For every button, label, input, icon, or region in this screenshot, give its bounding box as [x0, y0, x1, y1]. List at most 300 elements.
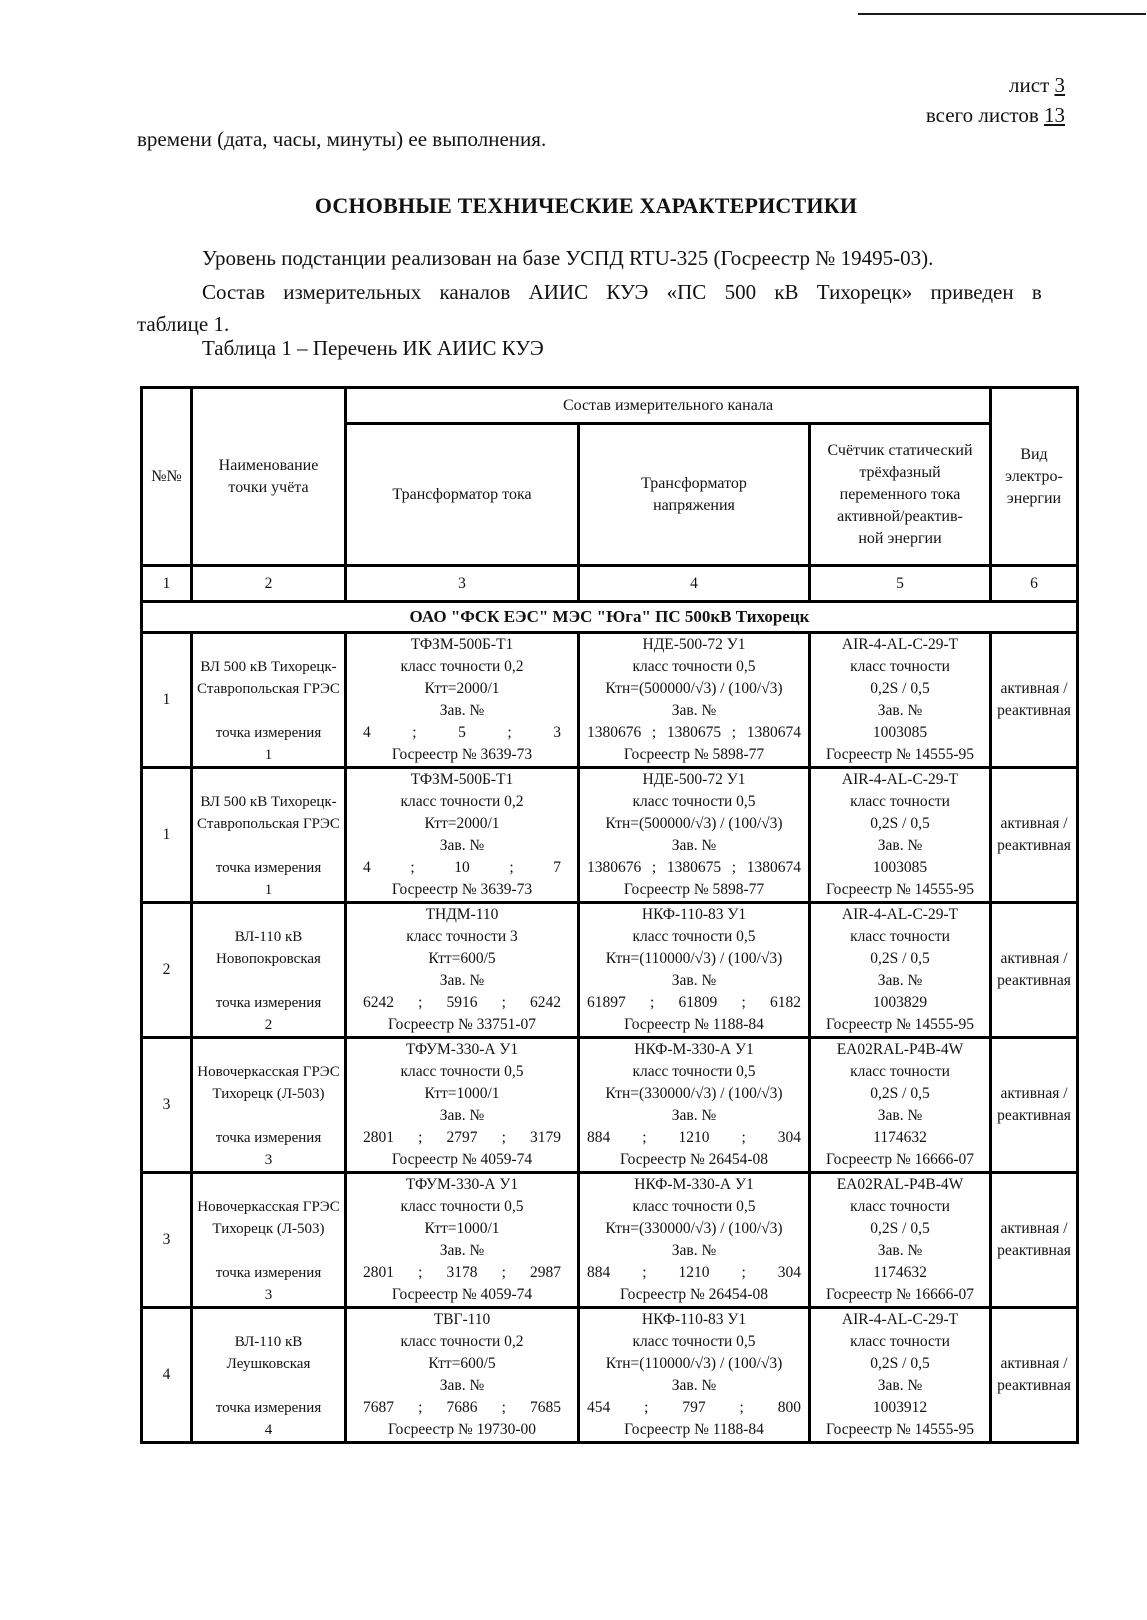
ct-accuracy: класс точности 0,5 [400, 1063, 524, 1080]
header-no: №№ [142, 388, 192, 566]
meter-accuracy-value: 0,2S / 0,5 [870, 815, 930, 832]
point-name-line2: Новопокровская [216, 951, 321, 967]
column-number: 6 [991, 566, 1078, 602]
ct-ratio: Ктт=1000/1 [424, 1220, 500, 1237]
meter-cell [810, 633, 991, 768]
meter-gosreestr: Госреестр № 14555-95 [825, 746, 975, 763]
measuring-point-cell [192, 1038, 346, 1173]
ct-ratio: Ктт=600/5 [428, 1355, 496, 1372]
meter-serial: 1174632 [873, 1129, 927, 1146]
row-number: 3 [142, 1173, 192, 1308]
point-label: точка измерения [215, 995, 322, 1011]
vt-serial-token: 1380674 [746, 724, 801, 741]
point-name-line2: Тихорецк (Л-503) [212, 1221, 325, 1237]
point-label: точка измерения [215, 860, 322, 876]
vt-ratio: Ктн=(500000/√3) / (100/√3) [605, 680, 783, 697]
vt-type: НКФ-М-330-А У1 [634, 1041, 754, 1058]
ct-type: ТФУМ-330-А У1 [405, 1041, 519, 1058]
vt-serial-token: 884 [587, 1129, 611, 1146]
table-row [142, 1308, 1078, 1443]
vt-type: НКФ-110-83 У1 [641, 1311, 747, 1328]
ct-serial-token: 6242 [530, 994, 561, 1011]
ct-serial-label: Зав. № [439, 837, 485, 854]
meter-cell [810, 768, 991, 903]
meter-gosreestr: Госреестр № 14555-95 [825, 881, 975, 898]
point-number: 4 [264, 1422, 273, 1438]
column-numbers-row [142, 566, 1078, 602]
header-voltage-transformer [579, 424, 810, 566]
column-number: 4 [579, 566, 810, 602]
spacer [193, 769, 344, 791]
measuring-point-cell [192, 768, 346, 903]
separator: ; [410, 859, 415, 876]
meter-cell [810, 1038, 991, 1173]
separator: ; [501, 1399, 506, 1416]
ct-serial-token: 2987 [530, 1264, 561, 1281]
vt-serials [580, 722, 808, 744]
vt-serial-token: 884 [587, 1264, 611, 1281]
vt-serial-label: Зав. № [671, 1242, 717, 1259]
meter-accuracy-label: класс точности [850, 1333, 950, 1350]
meter-serial-label: Зав. № [877, 1107, 923, 1124]
meter-cell [810, 1173, 991, 1308]
ct-serial-token: 3 [553, 724, 561, 741]
vt-ratio: Ктн=(330000/√3) / (100/√3) [605, 1085, 783, 1102]
header-energy-line1: Вид [1020, 445, 1048, 463]
page-title: ОСНОВНЫЕ ТЕХНИЧЕСКИЕ ХАРАКТЕРИСТИКИ [314, 193, 858, 218]
vt-accuracy: класс точности 0,5 [632, 1333, 756, 1350]
meter-accuracy-value: 0,2S / 0,5 [870, 950, 930, 967]
header-current-transformer: Трансформатор тока [346, 424, 579, 566]
separator: ; [651, 724, 657, 741]
ct-type: ТВГ-110 [433, 1311, 491, 1328]
top-rule-line [858, 13, 1146, 15]
voltage-transformer-cell [579, 903, 810, 1038]
header-energy-kind [991, 388, 1078, 566]
separator: ; [418, 1399, 423, 1416]
meter-type: EA02RAL-P4B-4W [836, 1176, 964, 1193]
point-name-line1: ВЛ-110 кВ [234, 929, 303, 945]
vt-serial-token: 1380676 [587, 724, 642, 741]
energy-kind-line2: реактивная [997, 1107, 1071, 1124]
current-transformer-cell [346, 768, 579, 903]
meter-accuracy-value: 0,2S / 0,5 [870, 680, 930, 697]
meter-accuracy-value: 0,2S / 0,5 [870, 1220, 930, 1237]
point-name-line2: Тихорецк (Л-503) [212, 1086, 325, 1102]
vt-accuracy: класс точности 0,5 [632, 928, 756, 945]
separator: ; [642, 1264, 647, 1281]
table-caption: Таблица 1 – Перечень ИК АИИС КУЭ [202, 336, 544, 360]
table-row [142, 903, 1078, 1038]
header-point-name-line1: Наименование [218, 456, 319, 474]
ct-serials [347, 1127, 577, 1149]
header-meter-line3: переменного тока [839, 485, 961, 503]
energy-kind-cell [991, 1038, 1078, 1173]
separator: ; [501, 1129, 506, 1146]
meter-accuracy-label: класс точности [850, 793, 950, 810]
point-name-line2: Ставропольская ГРЭС [197, 816, 340, 832]
separator: ; [739, 1399, 744, 1416]
header-meter-line5: ной энергии [858, 529, 942, 547]
row-number: 4 [142, 1308, 192, 1443]
table-row [142, 633, 1078, 768]
vt-accuracy: класс точности 0,5 [632, 1198, 756, 1215]
ct-serial-label: Зав. № [439, 1377, 485, 1394]
meter-serial-label: Зав. № [877, 1377, 923, 1394]
vt-serial-token: 800 [777, 1399, 801, 1416]
ct-serials [347, 992, 577, 1014]
energy-kind-line1: активная / [1000, 1220, 1068, 1237]
vt-gosreestr: Госреестр № 5898-77 [623, 746, 765, 763]
sheet-counter [926, 70, 1065, 130]
vt-serial-token: 1380675 [666, 859, 722, 876]
point-number: 1 [264, 882, 273, 898]
vt-serial-token: 61809 [678, 994, 718, 1011]
meter-gosreestr: Госреестр № 14555-95 [825, 1016, 975, 1033]
ct-serial-token: 5916 [446, 994, 478, 1011]
spacer [193, 1240, 344, 1262]
point-name-line1: ВЛ-110 кВ [234, 1334, 303, 1350]
meter-accuracy-value: 0,2S / 0,5 [870, 1085, 930, 1102]
ct-type: ТФУМ-330-А У1 [405, 1176, 519, 1193]
separator: ; [741, 1129, 746, 1146]
ct-serials [347, 857, 577, 879]
total-sheets-label: всего листов [925, 103, 1039, 127]
vt-type: НКФ-М-330-А У1 [634, 1176, 754, 1193]
spacer [193, 1309, 344, 1331]
meter-serial: 1003829 [872, 994, 928, 1011]
voltage-transformer-cell [579, 768, 810, 903]
current-transformer-cell [346, 1308, 579, 1443]
point-label: точка измерения [215, 725, 322, 741]
separator: ; [507, 724, 512, 741]
ct-type: ТНДМ-110 [425, 906, 499, 923]
ct-serial-token: 6242 [363, 994, 394, 1011]
row-number: 1 [142, 633, 192, 768]
spacer [193, 700, 344, 722]
vt-serial-label: Зав. № [671, 837, 717, 854]
column-number: 5 [810, 566, 991, 602]
meter-type: AIR-4-AL-C-29-T [841, 636, 959, 653]
table-row [142, 1173, 1078, 1308]
vt-serial-label: Зав. № [671, 1377, 717, 1394]
point-label: точка измерения [215, 1400, 322, 1416]
vt-accuracy: класс точности 0,5 [632, 793, 756, 810]
header-energy-line3: энергии [1006, 489, 1062, 507]
meter-type: AIR-4-AL-C-29-T [841, 1311, 959, 1328]
meter-serial-label: Зав. № [877, 837, 923, 854]
measuring-point-cell [192, 1308, 346, 1443]
point-number: 1 [264, 747, 273, 763]
separator: ; [644, 1399, 649, 1416]
energy-kind-line2: реактивная [997, 1242, 1071, 1259]
table-row [142, 1038, 1078, 1173]
ct-serial-token: 7 [553, 859, 561, 876]
energy-kind-line2: реактивная [997, 837, 1071, 854]
spacer [193, 634, 344, 656]
point-name-line2: Ставропольская ГРЭС [197, 681, 340, 697]
current-transformer-cell [346, 633, 579, 768]
meter-serial: 1003912 [872, 1399, 928, 1416]
current-transformer-cell [346, 1173, 579, 1308]
vt-type: НДЕ-500-72 У1 [642, 636, 746, 653]
vt-serial-label: Зав. № [671, 972, 717, 989]
voltage-transformer-cell [579, 1308, 810, 1443]
current-transformer-cell [346, 903, 579, 1038]
vt-serial-label: Зав. № [671, 1107, 717, 1124]
vt-serials [580, 1262, 808, 1284]
header-vt-line2: напряжения [653, 496, 735, 514]
vt-gosreestr: Госреестр № 26454-08 [619, 1286, 769, 1303]
vt-gosreestr: Госреестр № 1188-84 [624, 1421, 764, 1438]
vt-serial-label: Зав. № [671, 702, 717, 719]
vt-serial-token: 1380675 [666, 724, 722, 741]
header-vt-line1: Трансформатор [641, 474, 747, 492]
paragraph-uspd: Уровень подстанции реализован на базе УСПД RTU-325 (Госреестр № 19495-03). [202, 246, 934, 270]
energy-kind-line1: активная / [1000, 950, 1068, 967]
ct-serial-token: 2797 [446, 1129, 478, 1146]
voltage-transformer-cell [579, 633, 810, 768]
header-meter-line2: трёхфазный [859, 463, 941, 481]
meter-serial-label: Зав. № [877, 972, 923, 989]
ct-gosreestr: Госреестр № 4059-74 [391, 1286, 533, 1303]
point-number: 3 [264, 1287, 273, 1303]
separator: ; [741, 1264, 746, 1281]
row-number: 3 [142, 1038, 192, 1173]
ct-serial-token: 7686 [446, 1399, 478, 1416]
ct-accuracy: класс точности 0,5 [400, 1198, 524, 1215]
separator: ; [509, 859, 514, 876]
vt-ratio: Ктн=(110000/√3) / (100/√3) [605, 1355, 783, 1372]
voltage-transformer-cell [579, 1038, 810, 1173]
vt-serial-token: 61897 [587, 994, 626, 1011]
ct-serial-token: 7687 [363, 1399, 394, 1416]
paragraph-channels-line2: таблице 1. [137, 311, 230, 336]
column-number: 3 [346, 566, 579, 602]
separator: ; [642, 1129, 647, 1146]
meter-cell [810, 903, 991, 1038]
vt-serials [580, 1397, 808, 1419]
ct-serial-token: 4 [363, 724, 371, 741]
energy-kind-cell [991, 1173, 1078, 1308]
point-name-line2: Леушковская [226, 1356, 311, 1372]
ct-accuracy: класс точности 0,2 [400, 793, 524, 810]
energy-kind-line1: активная / [1000, 1085, 1068, 1102]
separator: ; [731, 724, 737, 741]
paragraph-channels-line1: Состав измерительных каналов АИИС КУЭ «ПС 500 кВ Тихорецк» приведен в [202, 280, 1042, 304]
table-row [142, 768, 1078, 903]
ct-type: ТФЗМ-500Б-Т1 [410, 636, 514, 653]
ct-gosreestr: Госреестр № 3639-73 [391, 881, 533, 898]
ct-serials [347, 722, 577, 744]
ct-gosreestr: Госреестр № 19730-00 [387, 1421, 537, 1438]
separator: ; [501, 1264, 506, 1281]
meter-accuracy-label: класс точности [850, 1198, 950, 1215]
ct-type: ТФЗМ-500Б-Т1 [410, 771, 514, 788]
vt-serial-token: 454 [587, 1399, 611, 1416]
meter-accuracy-label: класс точности [850, 1063, 950, 1080]
meter-type: EA02RAL-P4B-4W [836, 1041, 964, 1058]
point-name-line1: Новочеркасская ГРЭС [197, 1064, 340, 1080]
header-point-name [192, 388, 346, 566]
energy-kind-cell [991, 1308, 1078, 1443]
energy-kind-line2: реактивная [997, 702, 1071, 719]
spacer [193, 835, 344, 857]
point-number: 3 [264, 1152, 273, 1168]
point-name-line1: ВЛ 500 кВ Тихорецк- [200, 659, 337, 675]
vt-serial-token: 304 [777, 1129, 801, 1146]
total-sheets-line [926, 100, 1065, 130]
ct-serial-token: 3179 [530, 1129, 561, 1146]
spacer [193, 1105, 344, 1127]
energy-kind-line2: реактивная [997, 1377, 1071, 1394]
vt-serials [580, 1127, 808, 1149]
separator: ; [649, 994, 655, 1011]
vt-serial-token: 1380674 [746, 859, 801, 876]
vt-serial-token: 304 [777, 1264, 801, 1281]
paragraph-channels [137, 277, 1042, 340]
total-sheets-number: 13 [1044, 103, 1065, 127]
vt-serial-token: 1380676 [587, 859, 642, 876]
ct-serial-token: 7685 [530, 1399, 561, 1416]
vt-ratio: Ктн=(110000/√3) / (100/√3) [605, 950, 783, 967]
vt-gosreestr: Госреестр № 1188-84 [624, 1016, 764, 1033]
meter-serial: 1003085 [872, 724, 928, 741]
column-number: 1 [142, 566, 192, 602]
ct-gosreestr: Госреестр № 4059-74 [391, 1151, 533, 1168]
separator: ; [418, 994, 423, 1011]
ct-serial-token: 2801 [363, 1129, 394, 1146]
meter-accuracy-label: класс точности [850, 928, 950, 945]
ct-ratio: Ктт=2000/1 [424, 680, 500, 697]
vt-ratio: Ктн=(500000/√3) / (100/√3) [605, 815, 783, 832]
meter-gosreestr: Госреестр № 16666-07 [825, 1286, 975, 1303]
header-point-name-line2: точки учёта [228, 478, 309, 496]
meter-serial-label: Зав. № [877, 702, 923, 719]
meter-accuracy-label: класс точности [850, 658, 950, 675]
header-meter-line1: Счётчик статический [827, 441, 973, 459]
sheet-label: лист [1009, 73, 1050, 97]
organization-row [142, 602, 1078, 633]
vt-serial-token: 6182 [770, 994, 801, 1011]
ct-ratio: Ктт=1000/1 [424, 1085, 500, 1102]
vt-accuracy: класс точности 0,5 [632, 1063, 756, 1080]
point-label: точка измерения [215, 1130, 322, 1146]
separator: ; [412, 724, 417, 741]
ct-serial-token: 4 [363, 859, 371, 876]
measuring-point-cell [192, 903, 346, 1038]
header-meter [810, 424, 991, 566]
meter-accuracy-value: 0,2S / 0,5 [870, 1355, 930, 1372]
energy-kind-cell [991, 768, 1078, 903]
point-name-line1: ВЛ 500 кВ Тихорецк- [200, 794, 337, 810]
separator: ; [731, 859, 737, 876]
meter-serial-label: Зав. № [877, 1242, 923, 1259]
header-energy-line2: электро- [1005, 467, 1063, 485]
ct-serial-label: Зав. № [439, 1107, 485, 1124]
energy-kind-line1: активная / [1000, 815, 1068, 832]
vt-gosreestr: Госреестр № 5898-77 [623, 881, 765, 898]
voltage-transformer-cell [579, 1173, 810, 1308]
energy-kind-line1: активная / [1000, 1355, 1068, 1372]
ct-gosreestr: Госреестр № 33751-07 [387, 1016, 537, 1033]
ct-serial-token: 3178 [446, 1264, 478, 1281]
ct-accuracy: класс точности 0,2 [400, 658, 524, 675]
ct-accuracy: класс точности 3 [406, 928, 518, 945]
spacer [193, 1039, 344, 1061]
vt-gosreestr: Госреестр № 26454-08 [619, 1151, 769, 1168]
energy-kind-line2: реактивная [997, 972, 1071, 989]
header-meter-line4: активной/реактив- [837, 507, 963, 525]
measuring-point-cell [192, 633, 346, 768]
header-row-group [142, 388, 1078, 424]
ct-serial-token: 10 [454, 859, 470, 876]
meter-cell [810, 1308, 991, 1443]
sheet-number: 3 [1054, 73, 1065, 97]
separator: ; [651, 859, 657, 876]
current-transformer-cell [346, 1038, 579, 1173]
separator: ; [418, 1264, 423, 1281]
vt-type: НКФ-110-83 У1 [641, 906, 747, 923]
point-name-line1: Новочеркасская ГРЭС [197, 1199, 340, 1215]
ct-ratio: Ктт=2000/1 [424, 815, 500, 832]
separator: ; [418, 1129, 423, 1146]
ct-ratio: Ктт=600/5 [428, 950, 496, 967]
ct-serial-label: Зав. № [439, 972, 485, 989]
measuring-point-cell [192, 1173, 346, 1308]
vt-serial-token: 797 [682, 1399, 706, 1416]
energy-kind-line1: активная / [1000, 680, 1068, 697]
measuring-channels-table [140, 386, 1079, 1444]
spacer [193, 1174, 344, 1196]
ct-gosreestr: Госреестр № 3639-73 [391, 746, 533, 763]
meter-gosreestr: Госреестр № 16666-07 [825, 1151, 975, 1168]
meter-type: AIR-4-AL-C-29-T [841, 906, 959, 923]
ct-serial-token: 5 [458, 724, 466, 741]
column-number: 2 [192, 566, 346, 602]
meter-gosreestr: Госреестр № 14555-95 [825, 1421, 975, 1438]
ct-serial-token: 2801 [363, 1264, 394, 1281]
point-number: 2 [264, 1017, 273, 1033]
vt-serial-token: 1210 [678, 1264, 710, 1281]
organization-name: ОАО "ФСК ЕЭС" МЭС "Юга" ПС 500кВ Тихорецк [142, 602, 1078, 633]
vt-accuracy: класс точности 0,5 [632, 658, 756, 675]
energy-kind-cell [991, 633, 1078, 768]
vt-serials [580, 857, 808, 879]
meter-serial: 1174632 [873, 1264, 927, 1281]
separator: ; [501, 994, 506, 1011]
sheet-number-line [926, 70, 1065, 100]
ct-serial-label: Зав. № [439, 1242, 485, 1259]
ct-serials [347, 1397, 577, 1419]
vt-ratio: Ктн=(330000/√3) / (100/√3) [605, 1220, 783, 1237]
ct-serials [347, 1262, 577, 1284]
intro-text: времени (дата, часы, минуты) ее выполнения. [137, 127, 547, 151]
row-number: 2 [142, 903, 192, 1038]
vt-type: НДЕ-500-72 У1 [642, 771, 746, 788]
spacer [193, 904, 344, 926]
row-number: 1 [142, 768, 192, 903]
ct-accuracy: класс точности 0,2 [400, 1333, 524, 1350]
separator: ; [741, 994, 746, 1011]
vt-serials [580, 992, 808, 1014]
spacer [193, 970, 344, 992]
ct-serial-label: Зав. № [439, 702, 485, 719]
header-channel-group: Состав измерительного канала [346, 388, 991, 424]
point-label: точка измерения [215, 1265, 322, 1281]
meter-type: AIR-4-AL-C-29-T [841, 771, 959, 788]
spacer [193, 1375, 344, 1397]
